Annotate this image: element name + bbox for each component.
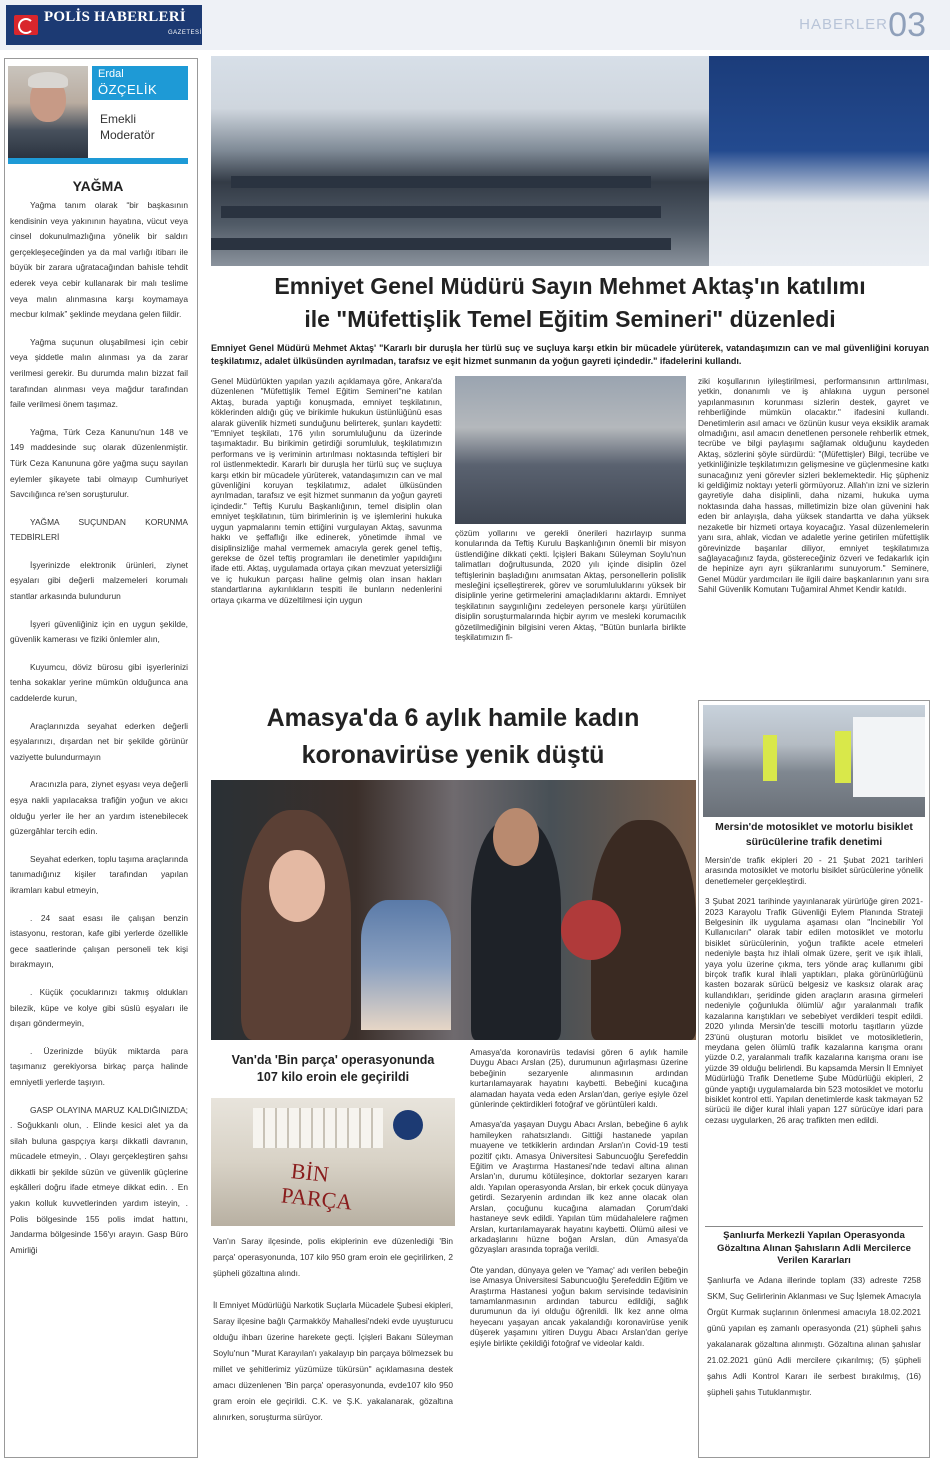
logo-subtitle: GAZETESİ (168, 30, 202, 36)
officer-shape (835, 731, 851, 783)
column-paragraph: Araçlarınızda seyahat ederken değerli eşyalarınızı, dışardan net bir şekilde görünür vaziyette bulundurmayın (10, 720, 188, 762)
van-body (213, 1233, 453, 1441)
amasya-photo[interactable] (211, 780, 696, 1040)
traffic-check-photo[interactable] (703, 705, 925, 817)
author-underline (8, 158, 188, 164)
amasya-body (470, 1047, 688, 1358)
police-emblem-icon (393, 1110, 423, 1140)
column-body (10, 198, 188, 1270)
stage-backdrop (709, 56, 929, 266)
amasya-paragraph: Amasya'da koronavirüs tedavisi gören 6 aylık hamile Duygu Abacı Arslan (25), durumunun ağırlaşması üzerine bebeğinin sezaryenle alınmasının ardından kurtarılamayarak hayatını kaybetti. Bebeğini kucağına alamadan hayata veda eden Arslan'dan, geriye eşiyle özel günlerinde çektirdikleri fotoğraf ve görüntüleri kaldı. (470, 1047, 688, 1110)
column-paragraph: Yağma tanım olarak “bir başkasının kendisinin veya yakınının hayatına, vücut veya cinsel dokunulmazlığına yönelik bir saldırı gerçekleşeceğinden ya da mal varlığı itibarı ile büyük bir zarara uğratacağından bahisle tehdit ederek veya cebir kullanarak bir malı teslime veya malın alınmasına karşı koymamaya mecbur kılmak” şeklinde meydana gelen fiildir. (10, 200, 188, 320)
column-paragraph: . Küçük çocuklarınızı takmış oldukları bilezik, küpe ve kolye gibi süslü eşyaları ile dışarı göndermeyin, (10, 986, 188, 1029)
mersin-body (705, 855, 923, 1135)
author-hair-shape (28, 72, 68, 88)
column-paragraph: Seyahat ederken, toplu taşıma araçlarında tanımadığınız kişiler tarafından yapılan ikramları kabul etmeyin, (10, 853, 188, 895)
officer-shape (763, 735, 777, 781)
column-paragraph: YAĞMA SUÇUNDAN KORUNMA TEDBİRLERİ (10, 516, 188, 543)
mersin-paragraph: Mersin'de trafik ekipleri 20 - 21 Şubat 2021 tarihleri arasında motosiklet ve motorlu bisiklet sürücülerine yönelik denetlemeler gerçekleştirdi. (705, 855, 923, 886)
main-headline[interactable] (210, 270, 930, 336)
amasya-headline[interactable] (210, 700, 696, 774)
column-paragraph: . Üzerinizde büyük miktarda para taşımanız gerekiyorsa birkaç parça halinde emniyetli yerlerde taşıyın. (10, 1045, 188, 1087)
author-first-name: Erdal (98, 68, 124, 80)
amasya-headline-line2: koronavirüse yenik düştü (301, 741, 605, 769)
audience-row (211, 238, 671, 250)
main-column-2: çözüm yollarını ve gerekli önerileri hazırlayıp sunma konularında da Teftiş Kurulu Başkanlığının önemli bir misyon üstlendiğine dikkati çekti. İçişleri Bakanı Süleyman Soylu'nun talimatları doğrultusunda, 2020 yılı içinde disiplin özel teftişlerinin başladığını anımsatan Aktaş, personellerin polislik mesleğini içselleştirerek, görev ve sorumluluklarını yüksek bir disiplinle yerine getirmelerini amaçladıklarını aktardı. Emniyet teşkilatının saygınlığını zedeleyen personele karşı yürütülen disiplin soruşturmalarında hiçbir ayrım ve mesleki korumacılık gözetilmediğinin bilgisini veren Aktaş, "Bütün bunlarla birlikte teşkilatımızın fi- (455, 528, 686, 643)
author-role-line2: Moderatör (100, 128, 155, 142)
sanliurfa-headline[interactable]: Şanlıurfa Merkezli Yapılan Operasyonda Gözaltına Alınan Şahısların Adli Mercilerce Verilen Kararları (717, 1230, 911, 1266)
photo-text-bin: BİN (289, 1158, 331, 1187)
column-title: YAĞMA (72, 178, 124, 194)
mersin-paragraph: 3 Şubat 2021 tarihinde yayınlanarak yürürlüğe giren 2021-2023 Karayolu Trafik Güvenliği Eylem Planında Strateji Belgesinin ilk uygulama aşaması olan "İncinebilir Yol Kullanıcıları" olarak tabir edilen motosiklet ve motorlu bisiklet sürücülerinin, yoğun trafikte acele etmeleri nedeniyle başta hız ihlali olmak üzere, şerit ve ışık ihlali, yaya yolu üzerine çıkma, ters yönde araç kullanımı gibi birçok trafik kural ihlali yaptıkları, plaka görünürlüğünü kasten bozarak sürücü belgesiz ve kasksız olarak araç kullandıkları, şeridinde giden araçların arasına girmeleri nedeniyle çoğunlukla ölümlü/ ağır yaralanmalı trafik kazalarına karıştıkları ve sebebiyet verdikleri tespit edildi. 2020 yılında Mersin'de tescilli motorlu taşıtların yüzde 23'ünü oluşturan motorlu bisiklet ve motosikletlerin, meydana gelen ölümlü trafik kazalarına karışma oranı yüzde 0.2, yaralanmalı trafik kazalarına karışma oranı ise yüzde 39 olduğu belirlendi. Bu kapsamda Mersin İl Emniyet Müdürlüğü Trafik Denetleme Şube Müdürlüğü ekipleri, 2 günde yaptığı uygulamalarda bin 523 motosiklet ve motorlu bisiklet kontrol etti. Yapılan denetimlerde kask takmayan 52 sürücü ile diğer kural ihlali yapan 127 sürücüye idari para cezası uygularken, 26 araç trafikten men edildi. (705, 896, 923, 1125)
newspaper-logo[interactable] (6, 5, 202, 45)
crescent-icon (18, 18, 34, 34)
main-column-3: ziki koşullarının iyileştirilmesi, performansının arttırılması, yetkin, donanımlı ve iş ahlakına uygun personel yapılanmasının korunması sizlerin destek, gayret ve rehberliğinde mümkün olacaktır." ifadesini kullandı. Denetimlerin asıl amacı ve özünün kusur veya eksiklik aramak olmadığını, asıl amacın denetlenen personele rehberlik etmek, tecrübe ve bilgi paylaşımı sağlamak olduğunu kaydeden Aktaş, sözlerini şöyle sürdürdü: "(Müfettişler) Bilgi, tecrübe ve yetkinliğinizle teşkilatımızın gelişmesine ve güçlenmesine katkı sunacağınız yeni görevler sizleri beklemektedir. Hiç şüpheniz ki geldiğimiz noktayı yeterli görmüyoruz. Allah'ın izni ve sizlerin gayretiyle daha disiplinli, daha nizami, hukuka uyma noktasında daha hassas, milletimizin bize olan güvenini hak eden bir anlayışla, daha yüksek standartta ve daha yüksek nezaketle bir hizmeti ortaya koyacağız. Yasal düzenlemelerin yanı sıra, ahlak, vicdan ve adaletle yerine getirilen müfettişlik görevinizde başarılar diliyor, emniyet teşkilatımıza sağlayacağınız fayda, göstereceğiniz özveri ve fedakarlık için de hepinize ayrı ayrı şükranlarımı sunuyorum." Seminere, Genel Müdür yardımcıları ile ilgili daire başkanlarının yanı sıra Sahil Güvenlik Komutanı Tuğamiral Ahmet Kendir katıldı. (698, 376, 929, 595)
flower-bouquet-shape (561, 900, 621, 960)
sanliurfa-body: Şanlıurfa ve Adana illerinde toplam (33) adreste 7258 SKM, Suç Gelirlerinin Aklanması ve Suç İşlemek Amacıyla Örgüt Kurmak suçlarının önlenmesi amacıyla 18.02.2021 günü yapılan eş zamanlı operasyonda (21) şüpheli şahıs yakalanarak gözaltına alınmıştı. Gözaltına alınan şahıslar 21.02.2021 günü Adli mercilere çıkarılmış; (5) şüpheli şahıs Adli Kontrol Kararı ile serbest bırakılmış, (16) şüpheli şahıs Tutuklanmıştır. (707, 1275, 921, 1397)
author-role-line1: Emekli (100, 112, 137, 126)
audience-row (231, 176, 651, 188)
page-number: 03 (888, 6, 926, 44)
main-column-1: Genel Müdürlükten yapılan yazılı açıklamaya göre, Ankara'da düzenlenen "Müfettişlik Temel Eğitim Semineri"ne katılan Aktaş, burada yaptığı konuşmada, emniyet teşkilatının, köklerinden aldığı güç ve birikimle hukukun üstünlüğünü esas alarak güvenlik hizmeti sunduğunu belirterek, şunları kaydetti: "Emniyet teşkilatı, 176 yılın sorumluluğunu da üzerinde taşımaktadır. Bu birikimin getirdiği sorumluluk, teşkilatımızın performans ve iş veriminin artırılması noktasında teftişleri bir rol üstlenmektedir. Kararlı bir duruşla her türlü suç ve suçluya karşı etkin bir mücadele yürüterek, vatandaşımızın can ve mal güvenliğini koruyan teşkilatımız, adalet ülküsünden ayrılmadan, tarafsız ve eşit hizmet sunmanın da yoğun gayreti içindedir." Teftiş Kurulu Başkanlığının, temel disiplin olan emniyet teşkilatının, tüm birimlerinin iş ve işlemlerini hukuka uygun yapmalarını temin ettiğini vurgulayan Aktaş, savunma hakkı ve şeffaflığı ilke edinerek, yönetimde ihmal ve disiplinsizliğe mahal vermemek amacıyla gerek genel teftiş, gerekse de özel teftiş programları ile denetimler yapıldığını ifade etti. Aktaş, uygulamada ortaya çıkan mevzuat yetersizliği ve iç hukukun parçası haline gelmiş olan insan hakları standartlarına aykırılıkların tespiti ile bunların nedenlerini ortaya çıkarma ve düzeltilmesi için uygun (211, 376, 442, 605)
turkish-flag-icon (14, 15, 38, 35)
van-paragraph: Van'ın Saray ilçesinde, polis ekiplerinin eve düzenlediği 'Bin parça' operasyonunda, 107 kilo 950 gram eroin ele geçirilirken, 2 şüpheli gözaltına alındı. (213, 1236, 453, 1278)
author-last-name: ÖZÇELİK (98, 82, 158, 97)
author-photo (8, 66, 88, 158)
photo-text-parca: PARÇA (279, 1182, 354, 1215)
logo-title: POLİS HABERLERİ (44, 9, 186, 25)
main-lead: Emniyet Genel Müdürü Mehmet Aktaş' "Kararlı bir duruşla her türlü suç ve suçluya karşı etkin bir mücadele yürüterek, vatandaşımızın can ve mal güvenliğini koruyan teşkilatımız, adalet ülküsünden ayrılmadan, tarafsız ve eşit hizmet sunmanın da yoğun gayreti içindedir." ifadelerini kullandı. (211, 343, 929, 366)
woman-face-shape (269, 850, 325, 922)
column-paragraph: İşyeri güvenliğiniz için en uygun şekilde, güvenlik kamerası ve fiziki önlemler alın, (10, 618, 188, 645)
woman-portrait-shape (241, 810, 351, 1040)
column-paragraph: . 24 saat esası ile çalışan benzin istasyonu, restoran, kafe gibi yerlerde özellikle gece saatlerinde çalışan personeli tek kişi bırakmayın, (10, 912, 188, 970)
van-headline-line2: 107 kilo eroin ele geçirildi (256, 1070, 410, 1084)
audience-row (221, 206, 661, 218)
page-header (0, 0, 950, 50)
column-paragraph: Aracınızla para, ziynet eşyası veya değerli eşya nakli yapılacaksa trafiğin yoğun ve akıcı olduğu yerler ile her an yardım istenebilecek güzergâhlar tercih edin. (10, 779, 188, 837)
couple-photo-shape (361, 900, 451, 1030)
column-paragraph: Kuyumcu, döviz bürosu gibi işyerlerinizi tenha sokaklar yerine mümkün olduğunca ana caddelerde kurun, (10, 661, 188, 704)
seminar-inset-photo[interactable] (455, 376, 686, 524)
police-truck-shape (853, 717, 925, 797)
man-face-shape (493, 808, 539, 866)
amasya-paragraph: Amasya'da yaşayan Duygu Abacı Arslan, bebeğine 6 aylık hamileyken rahatsızlandı. Gittiği hastanede yapılan muayene ve tetkiklerin ardından Arslan'ın Covid-19 testi pozitif çıktı. Amasya Üniversitesi Sabuncuoğlu Şerefeddin Eğitim ve Araştırma Hastanesi'nde tedavi altına alınan Arslan'ın, durumu kötüleşince, doktorlar sezaryen kararı aldı. Yapılan operasyonda Arslan, bir erkek çocuk dünyaya getirdi. Sezaryenin ardından ilk kez anne olacak olan Arslan, çocuğunu kucağına alamadan Çorum'daki hastaneye sevk edildi. Yapılan tüm müdahalelere rağmen Arslan, kurtarılamayarak hayatını kaybetti. Ölümü ailesi ve arkadaşlarını hüzne boğan Arslan, dün Amasya'da gözyaşları arasında toprağa verildi. (470, 1119, 688, 1255)
seized-packages-shape (253, 1108, 383, 1148)
main-headline-line1: Emniyet Genel Müdürü Sayın Mehmet Aktaş'ın katılımı (274, 273, 866, 299)
main-headline-line2: ile "Müfettişlik Temel Eğitim Semineri" düzenledi (304, 306, 836, 332)
column-paragraph: İşyerinizde elektronik ürünleri, ziynet eşyaları gibi değerli malzemeleri korumalı stantlar arkasında bulundurun (10, 559, 188, 602)
drug-seizure-photo[interactable] (211, 1098, 455, 1226)
divider (705, 1226, 923, 1227)
column-paragraph: GASP OLAYINA MARUZ KALDIĞINIZDA; . Soğukkanlı olun, . Elinde kesici alet ya da silah buluna gaspçıya karşı dikkatli davranın, mücadele etmeyin, . Olayı gerçekleştiren şahsı dikkatli bir şekilde süzün ve güvenlik güçlerine eşkâlleri doğru ifade etmeye dikkat edin. . En yakın kolluk kuvvetlerinden yardım isteyin, . Polis bölgesinde 155 polis imdat hattını, Jandarma bölgesinde 156'yı arayın. Gasp Büro Amirliği (10, 1104, 188, 1255)
van-headline-line1: Van'da 'Bin parça' operasyonunda (231, 1053, 435, 1067)
column-paragraph: Yağma, Türk Ceza Kanunu'nun 148 ve 149 maddesinde suç olarak düzenlenmiştir. Türk Ceza Kanununa göre yağma suçu sayılan eylemler şikayete tabi olmayıp Cumhuriyet Savcılığınca re'sen soruşturulur. (10, 426, 188, 500)
column-paragraph: Yağma suçunun oluşabilmesi için cebir veya şiddetle malın alınması ya da zarar verilmesi gerekir. Bu durumda malın bizzat fail tarafından alınması veya mağdur tarafından faile verilmesi önem taşımaz. (10, 336, 188, 410)
amasya-paragraph: Öte yandan, dünyaya gelen ve 'Yamaç' adı verilen bebeğin ise Amasya Üniversitesi Sabuncuoğlu Şerefeddin Eğitim ve Araştırma Hastanesi yoğun bakım servisinde tedavisinin tamamlanmasının ardından taburcu edildiği, sağlık durumunun da iyi olduğu öğrenildi. İlk kez anne olma heyecanı yaşayan ancak yakalandığı koronavirüse yenik düşerek yaşamını yitiren Duygu Abacı Arslan'dan geriye eşiyle birlikte çekildiği fotoğraf ve videolar kaldı. (470, 1264, 688, 1348)
mersin-headline[interactable]: Mersin'de motosiklet ve motorlu bisiklet sürücülerine trafik denetimi (715, 822, 913, 848)
van-paragraph: İl Emniyet Müdürlüğü Narkotik Suçlarla Mücadele Şubesi ekipleri, Saray ilçesine bağlı Çarmakköy Mahallesi'ndeki evde uyuşturucu olduğu ihbarı üzerine harekete geçti. İçişleri Bakanı Süleyman Soylu'nun "Murat Karayılan'ı yakalayıp bin parçaya bölmezsek bu millet ve şehitlerimiz yüzümüze tükürsün" açıklamasına destek amacı düzenlenen 'Bin parça' operasyonunda, evde107 kilo 950 gram eroin ele geçirildi. C.K. ve Ş.K. yakalanarak, gözaltına alınırken, soruşturma sürüyor. (213, 1300, 453, 1422)
van-headline[interactable] (211, 1052, 455, 1086)
amasya-headline-line1: Amasya'da 6 aylık hamile kadın (266, 704, 640, 732)
author-banner (8, 66, 188, 166)
section-label: HABERLER (799, 16, 888, 33)
seminar-photo[interactable] (211, 56, 929, 266)
